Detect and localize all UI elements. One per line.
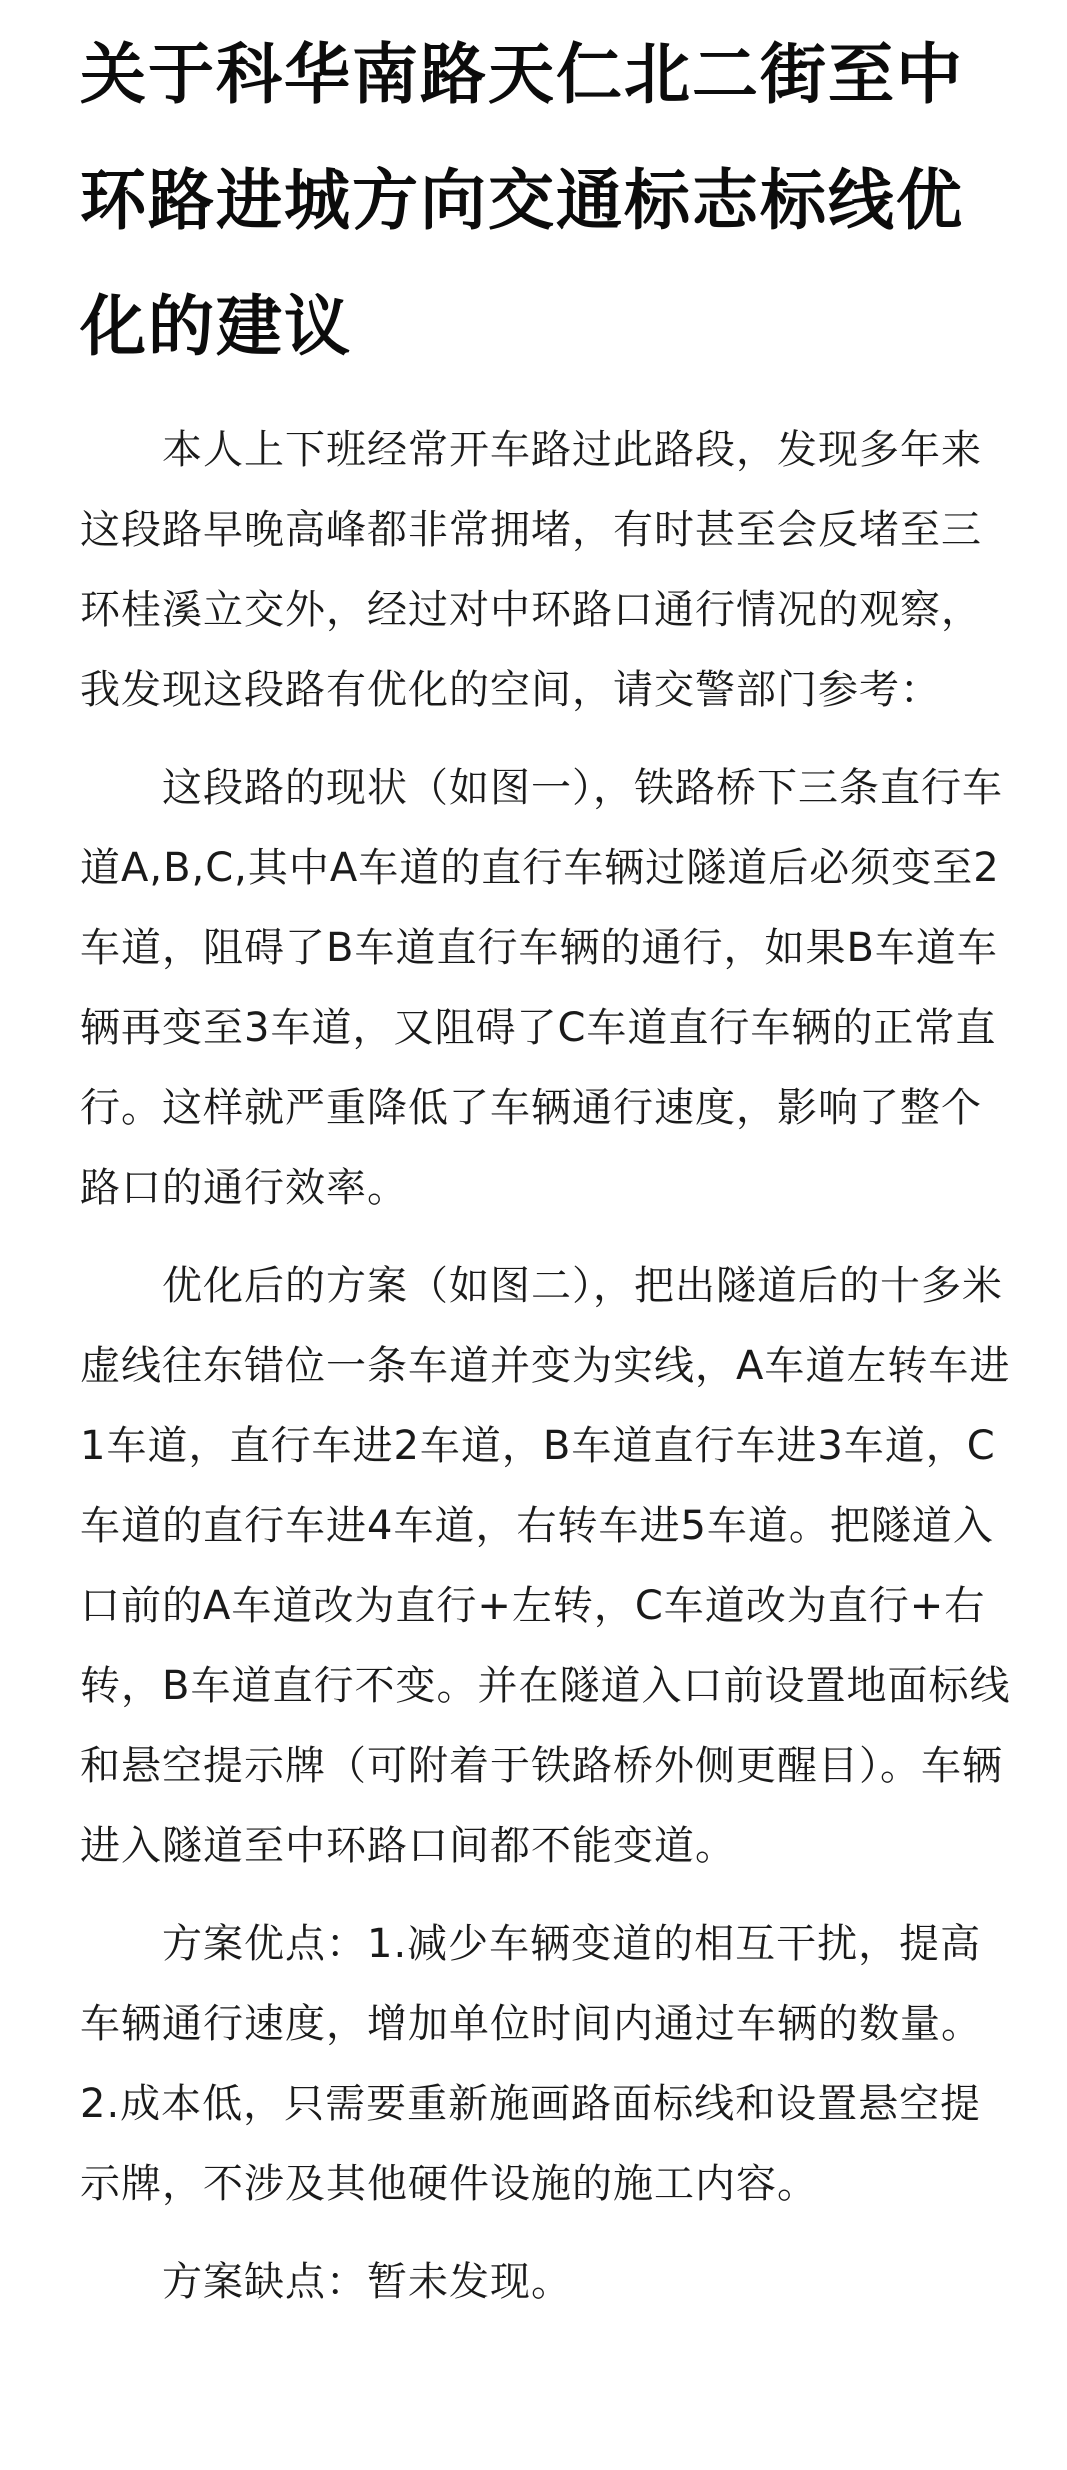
paragraph-background: 本人上下班经常开车路过此路段，发现多年来这段路早晚高峰都非常拥堵，有时甚至会反堵至三环桂溪立交外，经过对中环路口通行情况的观察，我发现这段路有优化的空间，请交警部门参考：: [80, 427, 982, 713]
paragraph-advantages: 方案优点：1.减少车辆变道的相互干扰，提高车辆通行速度，增加单位时间内通过车辆的数量。2.成本低，只需要重新施画路面标线和设置悬空提示牌，不涉及其他硬件设施的施工内容。: [80, 1921, 982, 2207]
paragraph-optimized-plan: 优化后的方案（如图二），把出隧道后的十多米虚线往东错位一条车道并变为实线，A车道左转车进1车道，直行车进2车道，B车道直行车进3车道，C车道的直行车进4车道，右转车进5车道。把隧道入口前的A车道改为直行+左转，C车道改为直行+右转，B车道直行不变。并在隧道入口前设置地面标线和悬空提示牌（可附着于铁路桥外侧更醒目）。车辆进入隧道至中环路口间都不能变道。: [80, 1263, 1011, 1869]
paragraph-current-situation: 这段路的现状（如图一），铁路桥下三条直行车道A,B,C,其中A车道的直行车辆过隧道后必须变至2车道，阻碍了B车道直行车辆的通行，如果B车道车辆再变至3车道，又阻碍了C车道直行车辆的正常直行。这样就严重降低了车辆通行速度，影响了整个路口的通行效率。: [80, 765, 1003, 1211]
paragraph-disadvantages: 方案缺点：暂未发现。: [80, 2259, 572, 2305]
article-title: 关于科华南路天仁北二街至中环路进城方向交通标志标线优化的建议: [80, 36, 964, 365]
